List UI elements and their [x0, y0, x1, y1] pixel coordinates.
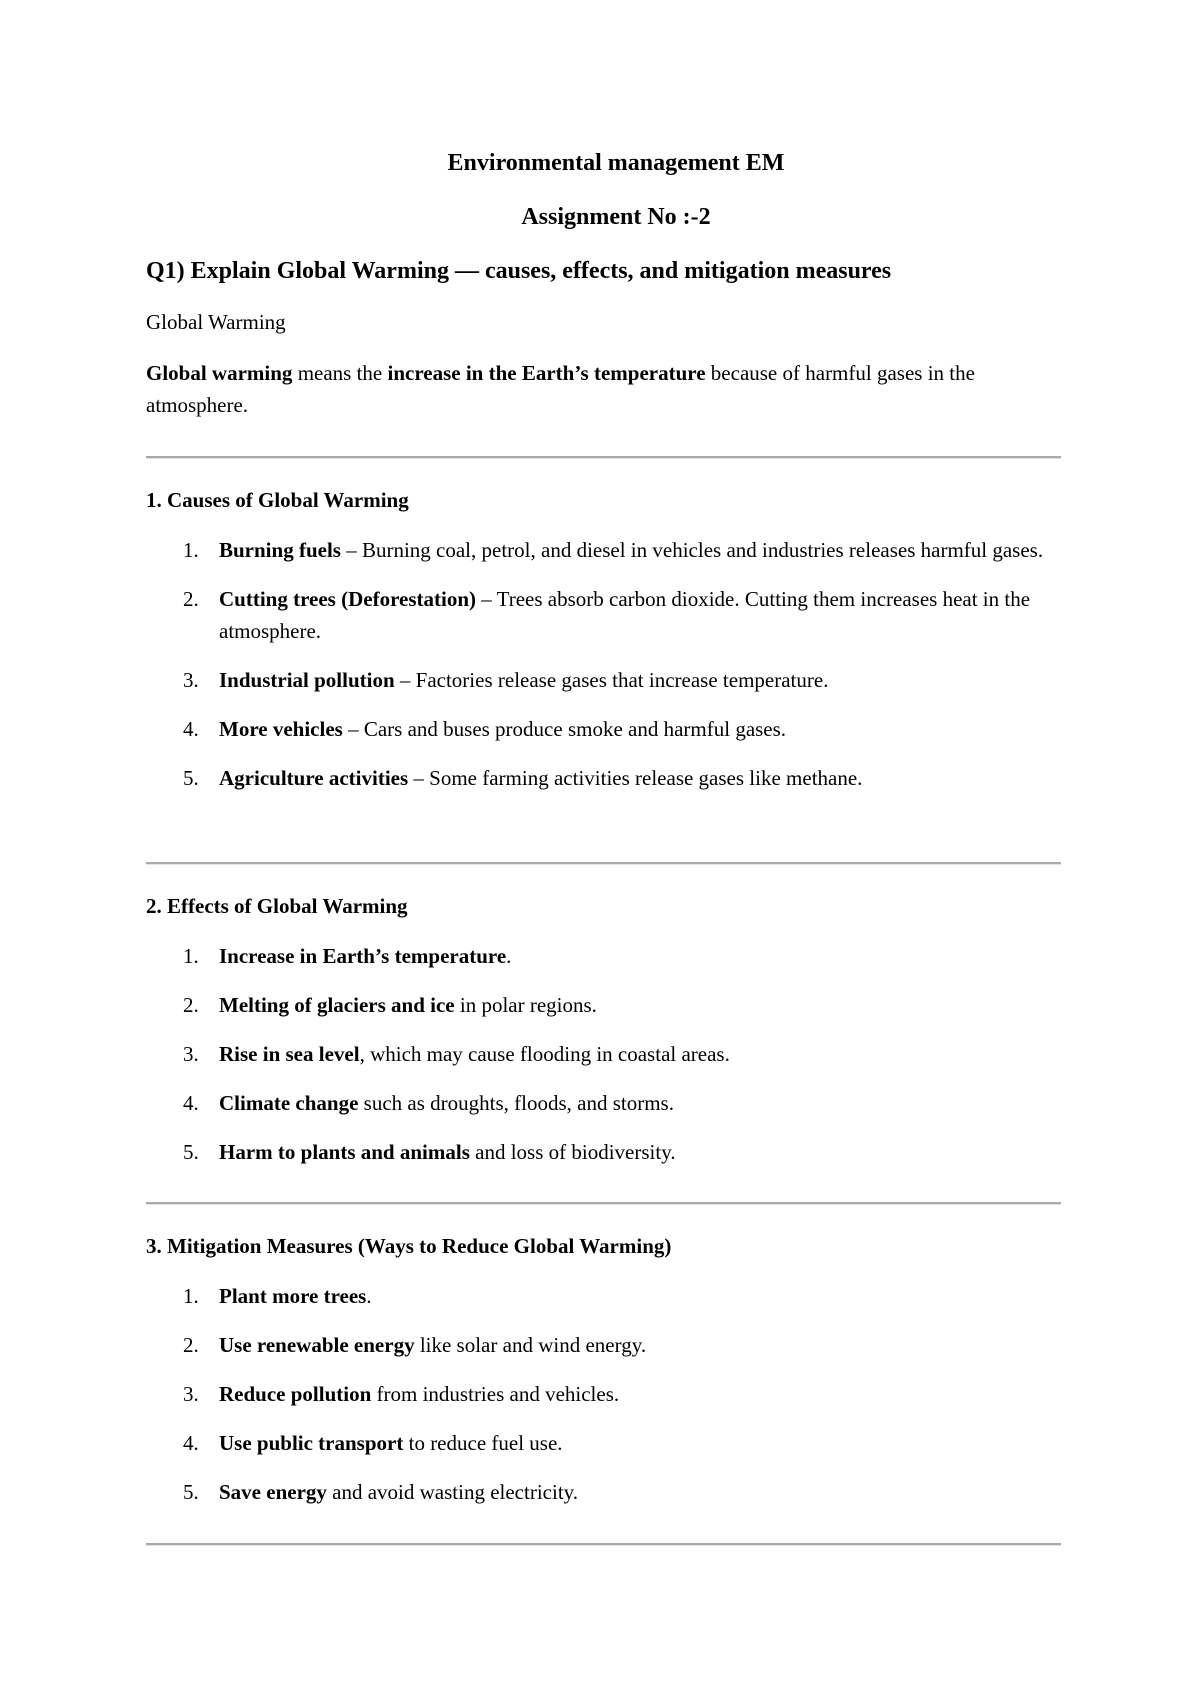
list-item-text: .: [366, 1284, 372, 1308]
list-item-bold: Industrial pollution: [219, 668, 395, 692]
list-item-bold: Use public transport: [219, 1431, 404, 1455]
list-number: 5.: [183, 766, 199, 790]
list-item: [146, 1476, 1066, 1508]
list-item-text: .: [506, 944, 512, 968]
list-item-text: – Trees absorb carbon dioxide. Cutting them increases heat in the atmosphere.: [219, 587, 1031, 643]
list-item: [146, 1329, 1066, 1361]
intro-emphasis: increase in the Earth’s temperature: [387, 361, 706, 385]
list-number: 1.: [183, 1284, 199, 1308]
list-item-text: to reduce fuel use.: [403, 1431, 563, 1455]
section-title-effects: 2. Effects of Global Warming: [146, 894, 408, 918]
horizontal-divider: [146, 1202, 1061, 1205]
list-item-bold: Climate change: [219, 1091, 359, 1115]
list-item-bold: Save energy: [219, 1480, 327, 1504]
list-item-bold: Harm to plants and animals: [219, 1140, 470, 1164]
horizontal-divider: [146, 1543, 1061, 1546]
intro-text-2: because of harmful gases in the atmosphere.: [146, 361, 975, 417]
list-item-bold: Melting of glaciers and ice: [219, 993, 455, 1017]
list-item-text: – Some farming activities release gases like methane.: [408, 766, 863, 790]
list-number: 5.: [183, 1480, 199, 1504]
list-item-text: – Factories release gases that increase temperature.: [394, 668, 829, 692]
section-title-mitigation: 3. Mitigation Measures (Ways to Reduce Global Warming): [146, 1234, 672, 1258]
list-item: [146, 762, 1066, 794]
list-number: 1.: [183, 538, 199, 562]
intro-term: Global warming: [146, 361, 293, 385]
list-item-bold: Increase in Earth’s temperature: [219, 944, 507, 968]
list-item-bold: Use renewable energy: [219, 1333, 415, 1357]
document-title: Environmental management EM: [447, 150, 785, 176]
causes-list: [146, 534, 1066, 811]
list-item-bold: Reduce pollution: [219, 1382, 372, 1406]
list-item: [146, 534, 1066, 566]
list-number: 2.: [183, 1333, 199, 1357]
list-number: 3.: [183, 1382, 199, 1406]
list-item: [146, 1280, 1066, 1312]
list-number: 1.: [183, 944, 199, 968]
list-item-text: such as droughts, floods, and storms.: [358, 1091, 674, 1115]
horizontal-divider: [146, 862, 1061, 865]
question-heading: Q1) Explain Global Warming — causes, effects, and mitigation measures: [146, 258, 892, 284]
list-item-text: – Burning coal, petrol, and diesel in vehicles and industries releases harmful gases.: [340, 538, 1044, 562]
list-item: [146, 664, 1066, 696]
list-item: [146, 1087, 1066, 1119]
list-item: [146, 1427, 1066, 1459]
list-item-text: – Cars and buses produce smoke and harmful gases.: [342, 717, 787, 741]
list-number: 4.: [183, 1091, 199, 1115]
list-number: 3.: [183, 1042, 199, 1066]
assignment-number: Assignment No :-2: [521, 204, 711, 230]
list-item-bold: Cutting trees (Deforestation): [219, 587, 476, 611]
list-item-bold: Agriculture activities: [219, 766, 409, 790]
list-item: [146, 1136, 1066, 1168]
list-item-text: and avoid wasting electricity.: [326, 1480, 579, 1504]
horizontal-divider: [146, 456, 1061, 459]
list-item: [146, 1378, 1066, 1410]
section-title-causes: 1. Causes of Global Warming: [146, 488, 409, 512]
list-number: 4.: [183, 717, 199, 741]
list-item-text: and loss of biodiversity.: [469, 1140, 676, 1164]
list-item-bold: More vehicles: [219, 717, 343, 741]
list-item: [146, 989, 1066, 1021]
list-item-text: , which may cause flooding in coastal areas.: [359, 1042, 730, 1066]
list-item-bold: Burning fuels: [219, 538, 341, 562]
list-number: 4.: [183, 1431, 199, 1455]
intro-text-1: means the: [292, 361, 388, 385]
list-item: [146, 713, 1066, 745]
list-item-bold: Rise in sea level: [219, 1042, 360, 1066]
topic-subheading: Global Warming: [146, 310, 286, 334]
list-item-bold: Plant more trees: [219, 1284, 367, 1308]
list-number: 2.: [183, 993, 199, 1017]
list-number: 3.: [183, 668, 199, 692]
list-number: 5.: [183, 1140, 199, 1164]
intro-paragraph: [146, 357, 1066, 421]
list-item: [146, 583, 1066, 647]
list-item-text: like solar and wind energy.: [414, 1333, 647, 1357]
mitigation-list: [146, 1280, 1066, 1525]
effects-list: [146, 940, 1066, 1185]
list-item: [146, 1038, 1066, 1070]
list-item: [146, 940, 1066, 972]
list-number: 2.: [183, 587, 199, 611]
list-item-text: from industries and vehicles.: [371, 1382, 620, 1406]
list-item-text: in polar regions.: [454, 993, 597, 1017]
